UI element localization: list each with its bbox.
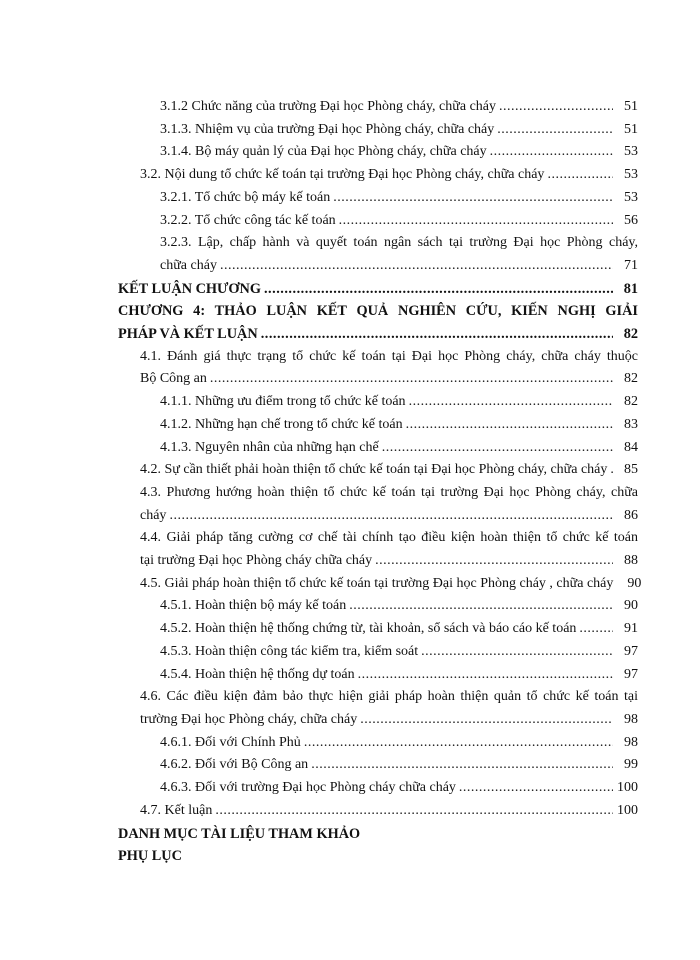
toc-entry-title: KẾT LUẬN CHƯƠNG xyxy=(118,280,261,297)
dot-leader xyxy=(421,641,613,664)
toc-entry xyxy=(118,346,638,391)
toc-entry-title-line2: cháy xyxy=(140,507,167,523)
toc-entry-title: 4.5.4. Hoàn thiện hệ thống dự toán xyxy=(160,666,355,682)
toc-entry-title: 3.2. Nội dung tổ chức kế toán tại trường Đại học Phòng cháy, chữa cháy xyxy=(140,167,545,183)
toc-entry-title: 4.6.2. Đối với Bộ Công an xyxy=(160,757,309,773)
toc-entry xyxy=(118,391,638,414)
toc-page-number: 90 xyxy=(627,575,642,591)
table-of-contents xyxy=(118,96,642,868)
toc-page-number: 97 xyxy=(624,666,638,682)
dot-leader xyxy=(264,278,613,301)
toc-entry xyxy=(118,187,638,210)
dot-leader xyxy=(490,141,613,164)
toc-entry-title: 3.1.3. Nhiệm vụ của trường Đại học Phòng cháy, chữa cháy xyxy=(160,121,495,137)
toc-entry xyxy=(118,686,638,731)
toc-page-number: 56 xyxy=(624,212,638,228)
toc-page-number: 88 xyxy=(624,553,638,569)
toc-entry xyxy=(118,232,638,277)
dot-leader xyxy=(311,754,613,777)
toc-entry xyxy=(118,96,638,119)
toc-page-number: 85 xyxy=(624,462,638,478)
toc-page-number: 98 xyxy=(624,711,638,727)
toc-entry-title-line2: Bộ Công an xyxy=(140,371,207,387)
dot-leader xyxy=(220,255,613,278)
dot-leader xyxy=(499,96,613,119)
toc-page-number: 86 xyxy=(624,507,638,523)
toc-page-number: 100 xyxy=(617,802,638,818)
toc-page-number: 98 xyxy=(624,734,638,750)
dot-leader xyxy=(579,618,613,641)
dot-leader xyxy=(261,323,613,346)
toc-entry-title: 3.2.1. Tổ chức bộ máy kế toán xyxy=(160,189,331,205)
toc-entry-title: 3.1.2 Chức năng của trường Đại học Phòng cháy, chữa cháy xyxy=(160,99,496,114)
toc-page-number: 51 xyxy=(624,99,638,114)
toc-entry xyxy=(118,278,638,301)
toc-entry-title: 4.5.2. Hoàn thiện hệ thống chứng từ, tài khoản, sổ sách và báo cáo kế toán xyxy=(160,621,577,637)
toc-heading xyxy=(118,845,638,868)
toc-entry-title-line1: 3.2.3. Lập, chấp hành và quyết toán ngân sách tại trường Đại học Phòng cháy, xyxy=(160,235,638,251)
toc-entry xyxy=(118,459,638,482)
toc-entry xyxy=(118,300,638,345)
dot-leader xyxy=(406,414,613,437)
toc-entry-title-line1: 4.6. Các điều kiện đảm bảo thực hiện giải pháp hoàn thiện quản tổ chức kế toán tại xyxy=(140,689,638,705)
toc-entry xyxy=(118,777,638,800)
toc-entry xyxy=(118,618,638,641)
toc-entry xyxy=(118,595,638,618)
toc-page-number: 51 xyxy=(624,121,638,137)
toc-entry xyxy=(118,754,638,777)
toc-entry-title-line1: 4.4. Giải pháp tăng cường cơ chế tài chính tạo điều kiện hoàn thiện tổ chức kế toán xyxy=(140,530,638,546)
toc-entry-title-line2: PHÁP VÀ KẾT LUẬN xyxy=(118,326,258,343)
toc-entry xyxy=(118,482,638,527)
toc-entry xyxy=(118,527,638,572)
toc-entry-title: 3.2.2. Tổ chức công tác kế toán xyxy=(160,212,336,228)
dot-leader xyxy=(358,664,613,687)
toc-page-number: 99 xyxy=(624,757,638,773)
toc-entry-title: 3.1.4. Bộ máy quản lý của Đại học Phòng cháy, chữa cháy xyxy=(160,144,487,160)
toc-page-number: 71 xyxy=(624,257,638,273)
toc-entry-title: 4.2. Sự cần thiết phải hoàn thiện tổ chức kế toán tại Đại học Phòng cháy, chữa cháy xyxy=(140,462,608,478)
toc-entry-title: 4.1.1. Những ưu điểm trong tổ chức kế toán xyxy=(160,394,406,410)
dot-leader xyxy=(497,119,613,142)
toc-entry-title: 4.5.3. Hoàn thiện công tác kiểm tra, kiểm soát xyxy=(160,643,419,659)
dot-leader xyxy=(349,595,613,618)
toc-page-number: 53 xyxy=(624,144,638,160)
toc-heading-text: DANH MỤC TÀI LIỆU THAM KHẢO xyxy=(118,825,361,842)
toc-entry xyxy=(118,141,638,164)
toc-entry xyxy=(118,437,638,460)
toc-page-number: 82 xyxy=(623,326,638,343)
dot-leader xyxy=(375,550,613,573)
toc-page-number: 81 xyxy=(623,280,638,297)
dot-leader xyxy=(360,709,613,732)
toc-page-number: 82 xyxy=(624,371,638,387)
toc-heading xyxy=(118,823,638,846)
dot-leader xyxy=(409,391,613,414)
toc-entry xyxy=(118,573,642,596)
toc-entry xyxy=(118,664,638,687)
toc-entry xyxy=(118,119,638,142)
toc-entry xyxy=(118,732,638,755)
toc-page-number: 90 xyxy=(624,598,638,614)
toc-page-number: 53 xyxy=(624,167,638,183)
toc-entry-title: 4.5. Giải pháp hoàn thiện tổ chức kế toán tại trường Đại học Phòng cháy , chữa cháy xyxy=(140,575,614,591)
toc-entry-title-line1: 4.3. Phương hướng hoàn thiện tổ chức kế toán tại trường Đại học Phòng cháy, chữa xyxy=(140,484,638,500)
toc-entry-title: 4.6.1. Đối với Chính Phủ xyxy=(160,734,301,750)
dot-leader xyxy=(339,210,613,233)
toc-entry xyxy=(118,800,638,823)
toc-page-number: 83 xyxy=(624,416,638,432)
toc-page-number: 91 xyxy=(624,621,638,637)
toc-entry xyxy=(118,414,638,437)
toc-entry xyxy=(118,164,638,187)
toc-entry-title: 4.1.2. Những hạn chế trong tổ chức kế toán xyxy=(160,416,403,432)
toc-entry-title: 4.7. Kết luận xyxy=(140,802,213,818)
dot-leader xyxy=(547,164,613,187)
toc-page-number: 84 xyxy=(624,439,638,455)
toc-entry xyxy=(118,641,638,664)
toc-entry-title-line2: chữa cháy xyxy=(160,257,217,273)
toc-page-number: 82 xyxy=(624,394,638,410)
dot-leader xyxy=(610,459,613,482)
toc-entry-title: 4.6.3. Đối với trường Đại học Phòng cháy chữa cháy xyxy=(160,780,456,796)
toc-entry-title-line2: trường Đại học Phòng cháy, chữa cháy xyxy=(140,711,358,727)
toc-entry-title-line2: tại trường Đại học Phòng cháy chữa cháy xyxy=(140,553,373,569)
toc-entry-title: 4.5.1. Hoàn thiện bộ máy kế toán xyxy=(160,598,347,614)
dot-leader xyxy=(459,777,613,800)
dot-leader xyxy=(333,187,613,210)
toc-page-number: 97 xyxy=(624,643,638,659)
toc-entry-title-line1: CHƯƠNG 4: THẢO LUẬN KẾT QUẢ NGHIÊN CỨU, KIẾN NGHỊ GIẢI xyxy=(118,303,638,320)
toc-entry-title: 4.1.3. Nguyên nhân của những hạn chế xyxy=(160,439,379,455)
dot-leader xyxy=(210,368,613,391)
toc-page-number: 53 xyxy=(624,189,638,205)
dot-leader xyxy=(382,437,613,460)
toc-entry xyxy=(118,210,638,233)
toc-heading-text: PHỤ LỤC xyxy=(118,848,182,865)
toc-entry-title-line1: 4.1. Đánh giá thực trạng tổ chức kế toán tại Đại học Phòng cháy, chữa cháy thuộc xyxy=(140,348,638,364)
dot-leader xyxy=(215,800,613,823)
dot-leader xyxy=(304,732,613,755)
dot-leader xyxy=(169,505,613,528)
toc-page-number: 100 xyxy=(617,780,638,796)
